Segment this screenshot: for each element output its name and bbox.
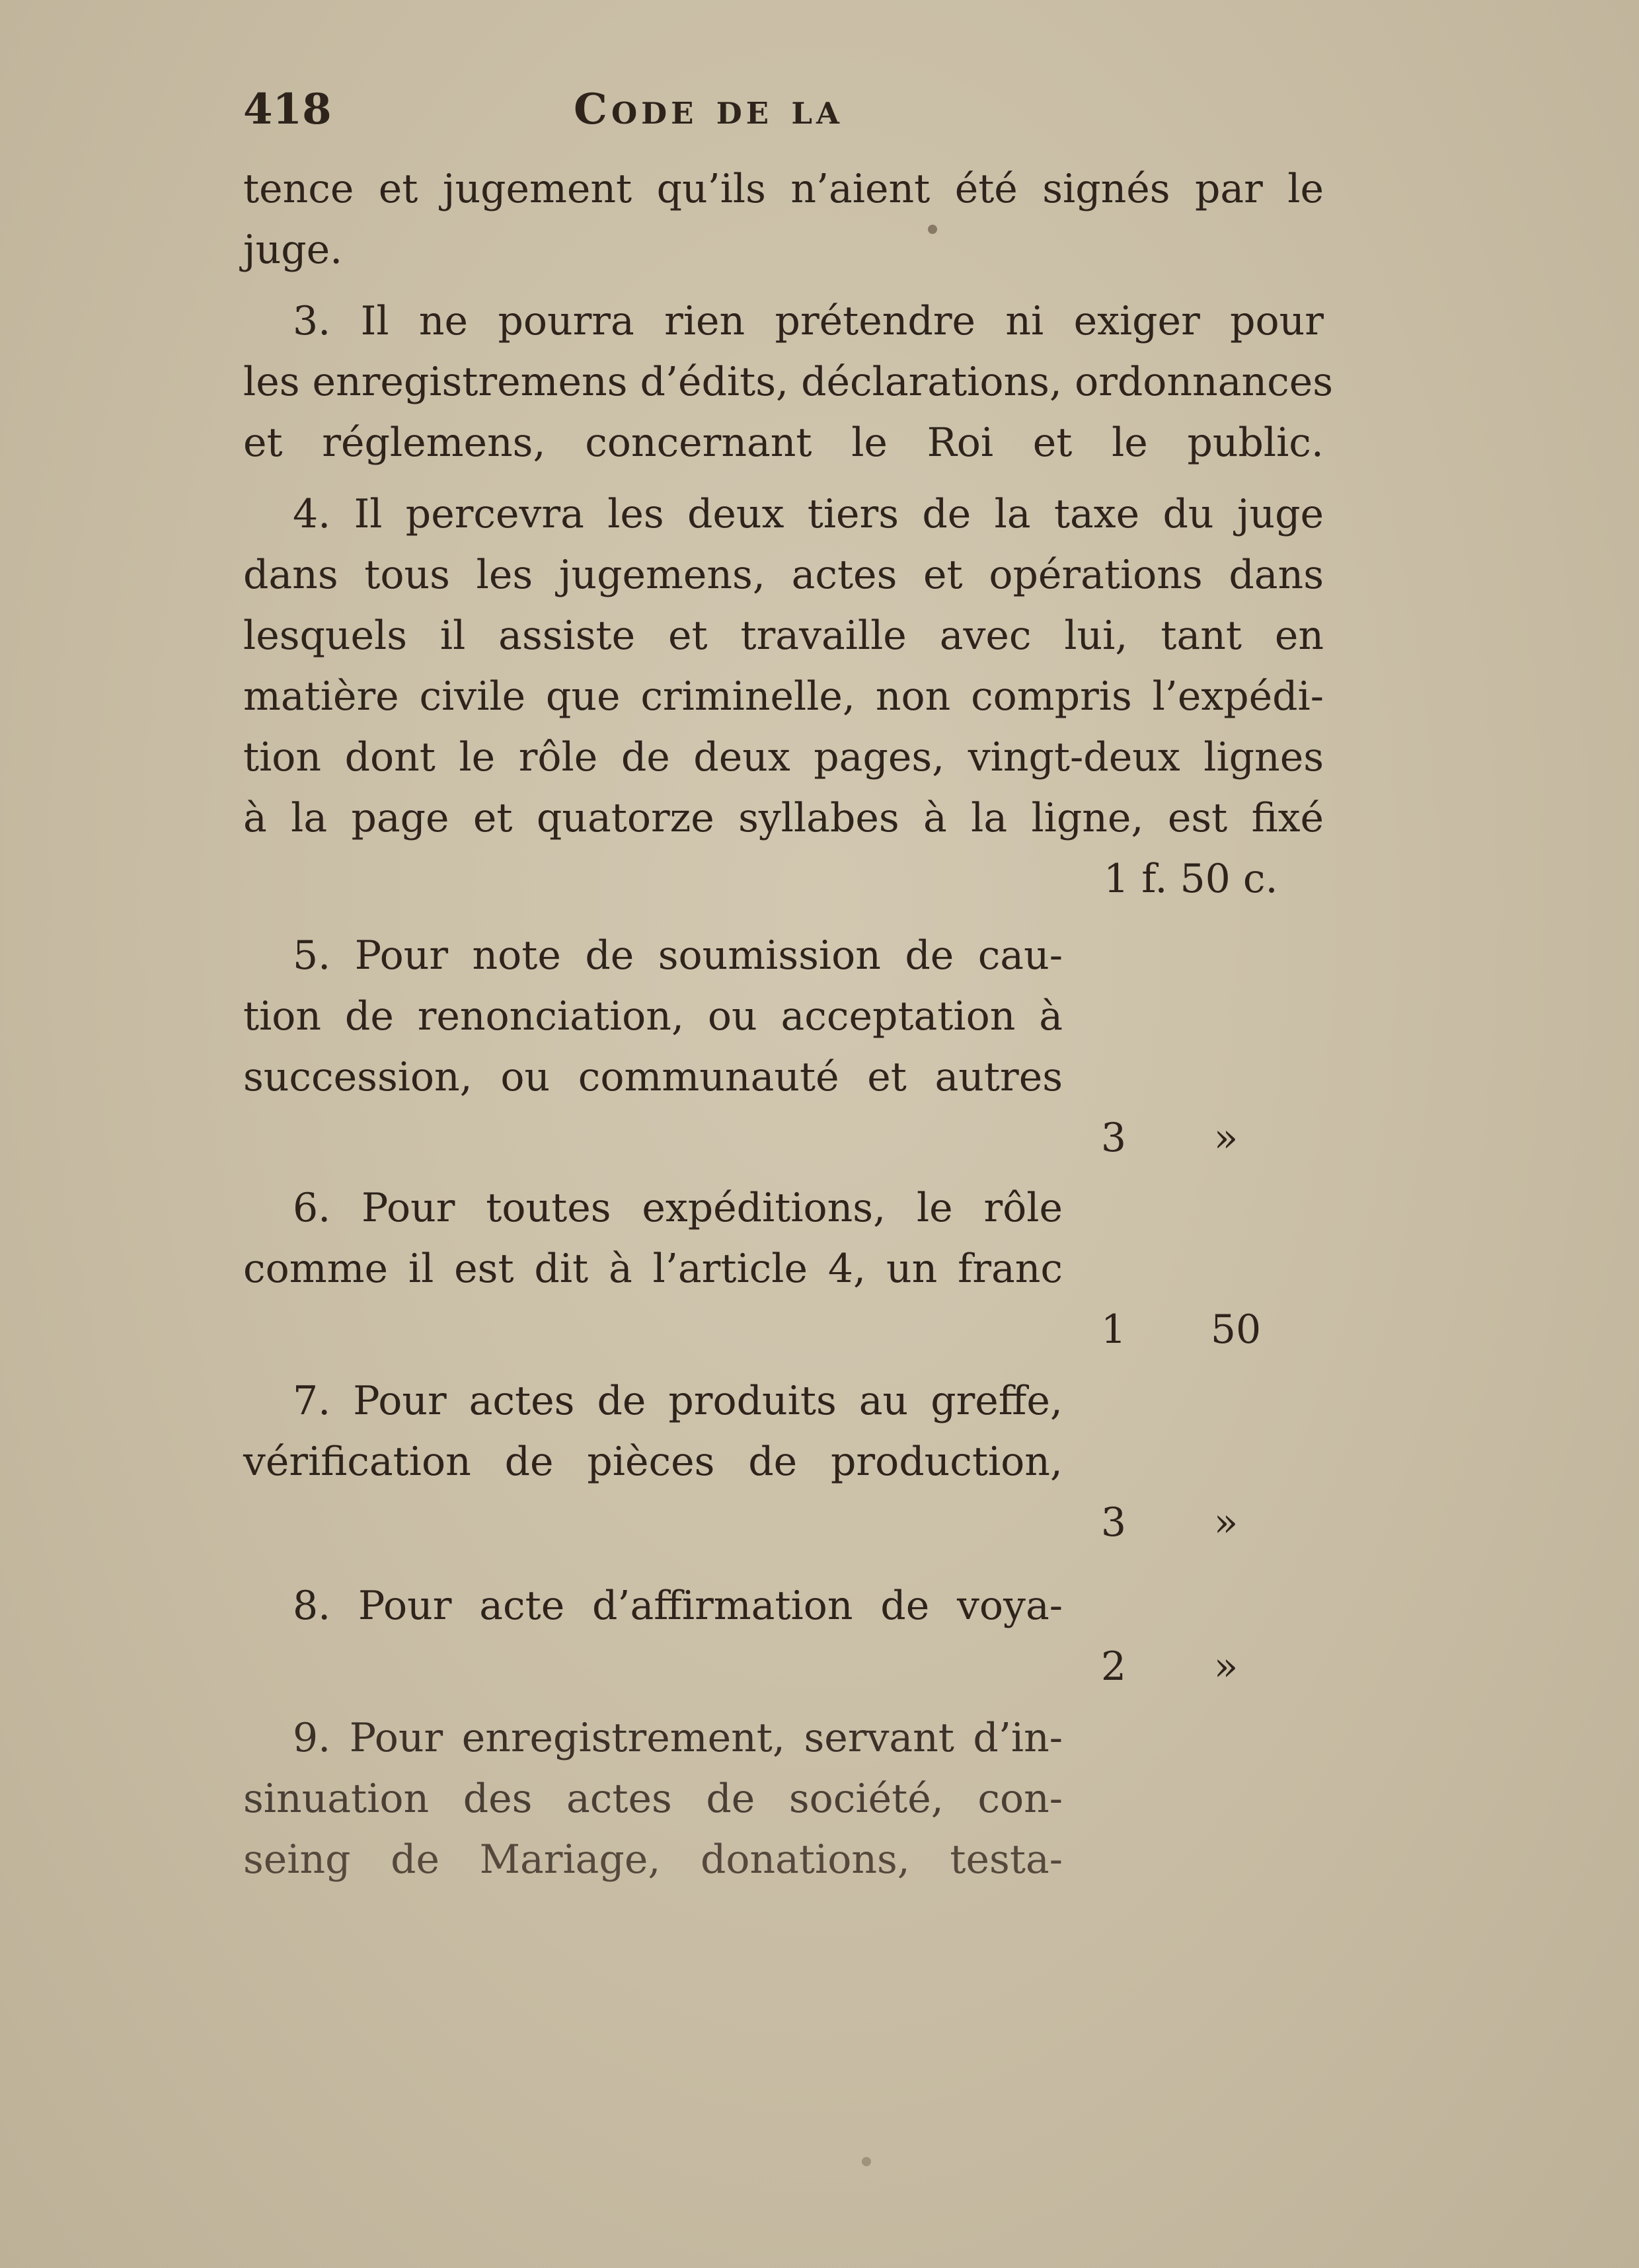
article-9-line: 9. Pour enregistrement, servant d’in-: [293, 1715, 1063, 1761]
article-7-fee-francs: 3: [1100, 1499, 1127, 1546]
article-4-line: lesquels il assiste et travaille avec lui, tant en: [243, 613, 1324, 659]
running-title: Code de la: [574, 85, 843, 134]
article-4-fee: 1 f. 50 c.: [1104, 856, 1278, 902]
text-line: tence et jugement qu’ils n’aient été signés par le: [243, 166, 1324, 212]
article-9-line: sinuation des actes de société, con-: [243, 1776, 1063, 1822]
article-8-line: 8. Pour acte d’affirmation de voya-: [293, 1583, 1063, 1629]
article-8-fee-centimes: »: [1213, 1644, 1239, 1690]
article-4-line: tion dont le rôle de deux pages, vingt-deux lignes: [243, 734, 1324, 780]
article-5-fee-centimes: »: [1213, 1115, 1239, 1161]
article-5-line: succession, ou communauté et autres: [243, 1054, 1063, 1100]
article-3-line: et réglemens, concernant le Roi et le public.: [243, 420, 1324, 466]
article-6-fee-francs: 1: [1100, 1306, 1127, 1353]
article-6-line: 6. Pour toutes expéditions, le rôle: [293, 1185, 1063, 1231]
page-header: [243, 85, 1327, 144]
article-4-line: 4. Il percevra les deux tiers de la taxe du juge: [293, 491, 1324, 537]
ink-spot: [862, 2157, 871, 2166]
article-6-line: comme il est dit à l’article 4, un franc: [243, 1246, 1063, 1292]
article-7-fee-centimes: »: [1213, 1499, 1239, 1546]
article-6-fee-centimes: 50: [1210, 1306, 1262, 1353]
article-3-line: 3. Il ne pourra rien prétendre ni exiger pour: [293, 298, 1324, 344]
article-5-line: 5. Pour note de soumission de cau-: [293, 932, 1063, 979]
page-number: 418: [243, 85, 332, 134]
article-9-line: seing de Mariage, donations, testa-: [243, 1836, 1063, 1883]
article-5-fee-francs: 3: [1100, 1115, 1127, 1161]
article-7-line: 7. Pour actes de produits au greffe,: [293, 1378, 1063, 1424]
article-4-line: à la page et quatorze syllabes à la ligne, est fixé: [243, 795, 1324, 841]
ink-spot: [928, 225, 937, 234]
article-4-line: dans tous les jugemens, actes et opérations dans: [243, 552, 1324, 598]
article-8-fee-francs: 2: [1100, 1644, 1127, 1690]
text-line: juge.: [243, 227, 343, 273]
article-5-line: tion de renonciation, ou acceptation à: [243, 993, 1063, 1040]
article-4-line: matière civile que criminelle, non compris l’expédi-: [243, 673, 1324, 720]
article-7-line: vérification de pièces de production,: [243, 1439, 1063, 1485]
article-3-line: les enregistremens d’édits, déclarations, ordonnances: [243, 359, 1334, 405]
